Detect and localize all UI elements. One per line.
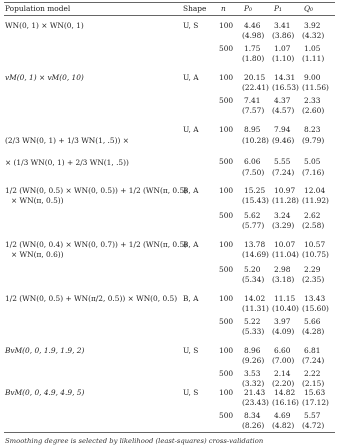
p1-se-cell: (7.24) (272, 168, 295, 177)
p0-se-cell: (7.57) (242, 106, 265, 115)
p0-se-cell: (1.80) (242, 54, 265, 63)
q0-cell: 5.57 (304, 411, 321, 420)
p0-cell: 6.06 (244, 157, 261, 166)
header-q0: Q₀ (304, 4, 314, 13)
table-footnote: Smoothing degree is selected by likelihood (least-squares) cross-validation (5, 437, 264, 445)
q0-cell: 3.92 (304, 21, 321, 30)
p1-se-cell: (4.82) (272, 421, 295, 430)
q0-se-cell: (2.58) (302, 221, 325, 230)
p0-se-cell: (7.50) (242, 168, 265, 177)
model-label-line1: 1/2 (WN(0, 0.5) × WN(0, 0.5)) + 1/2 (WN(π, 0.5) (5, 186, 188, 195)
p0-cell: 8.95 (244, 125, 261, 134)
n-cell: 100 (219, 21, 234, 30)
model-label-line2: × (1/3 WN(0, 1) + 2/3 WN(1, .5)) (5, 158, 129, 167)
bottom-rule (4, 432, 335, 433)
p0-cell: 5.22 (244, 317, 261, 326)
q0-cell: 1.05 (304, 44, 321, 53)
q0-cell: 5.66 (304, 317, 321, 326)
p1-se-cell: (16.16) (272, 398, 299, 407)
p1-cell: 6.60 (274, 346, 291, 355)
header-rule (4, 15, 335, 16)
p1-cell: 5.55 (274, 157, 291, 166)
q0-cell: 10.57 (304, 240, 326, 249)
shape-cell: U, A (183, 125, 199, 134)
p1-cell: 3.41 (274, 21, 291, 30)
p1-cell: 10.07 (274, 240, 296, 249)
p1-cell: 3.24 (274, 211, 291, 220)
shape-cell: B, A (183, 294, 199, 303)
p0-se-cell: (22.41) (242, 83, 269, 92)
p0-cell: 21.43 (244, 388, 266, 397)
q0-se-cell: (7.16) (302, 168, 325, 177)
shape-cell: B, A (183, 186, 199, 195)
p0-cell: 14.02 (244, 294, 266, 303)
n-cell: 500 (219, 96, 234, 105)
n-cell: 500 (219, 44, 234, 53)
q0-cell: 5.05 (304, 157, 321, 166)
p0-se-cell: (15.43) (242, 196, 269, 205)
q0-se-cell: (1.11) (302, 54, 325, 63)
model-label-line1: 1/2 (WN(0, 0.4) × WN(0, 0.7)) + 1/2 (WN(π, 0.5) (5, 240, 188, 249)
p1-se-cell: (4.57) (272, 106, 295, 115)
p0-cell: 15.25 (244, 186, 266, 195)
n-cell: 100 (219, 73, 234, 82)
model-label: WN(0, 1) × WN(0, 1) (5, 21, 84, 30)
n-cell: 100 (219, 125, 234, 134)
q0-se-cell: (9.79) (302, 136, 325, 145)
header-n: n (221, 4, 226, 13)
header-shape: Shape (183, 4, 207, 13)
q0-cell: 15.63 (304, 388, 326, 397)
model-label: vM(0, 1) × vM(0, 10) (5, 73, 84, 82)
p0-cell: 5.62 (244, 211, 261, 220)
q0-se-cell: (2.60) (302, 106, 325, 115)
q0-se-cell: (7.24) (302, 356, 325, 365)
p0-cell: 4.46 (244, 21, 261, 30)
p1-se-cell: (10.40) (272, 304, 299, 313)
q0-se-cell: (17.12) (302, 398, 329, 407)
q0-cell: 13.43 (304, 294, 326, 303)
p0-cell: 5.20 (244, 265, 261, 274)
model-label-line1: (2/3 WN(0, 1) + 1/3 WN(1, .5)) × (5, 136, 129, 145)
p0-se-cell: (11.31) (242, 304, 269, 313)
n-cell: 500 (219, 369, 234, 378)
p0-cell: 3.53 (244, 369, 261, 378)
p1-se-cell: (4.09) (272, 327, 295, 336)
model-label: 1/2 (WN(0, 0.5) + WN(π/2, 0.5)) × WN(0, 0.5) (5, 294, 178, 303)
p1-cell: 14.31 (274, 73, 296, 82)
header-p1: P₁ (274, 4, 282, 13)
shape-cell: U, S (183, 388, 199, 397)
q0-se-cell: (2.15) (302, 379, 325, 388)
p1-cell: 3.97 (274, 317, 291, 326)
p0-se-cell: (3.32) (242, 379, 265, 388)
q0-se-cell: (4.72) (302, 421, 325, 430)
p0-se-cell: (14.69) (242, 250, 269, 259)
q0-se-cell: (15.60) (302, 304, 329, 313)
n-cell: 500 (219, 157, 234, 166)
p0-se-cell: (10.28) (242, 136, 269, 145)
p0-cell: 20.15 (244, 73, 266, 82)
p0-se-cell: (5.33) (242, 327, 265, 336)
p1-cell: 2.98 (274, 265, 291, 274)
q0-cell: 9.00 (304, 73, 321, 82)
q0-se-cell: (10.75) (302, 250, 329, 259)
p1-se-cell: (11.28) (272, 196, 299, 205)
q0-cell: 8.23 (304, 125, 321, 134)
q0-se-cell: (11.56) (302, 83, 329, 92)
n-cell: 500 (219, 411, 234, 420)
top-rule (4, 2, 335, 3)
p0-se-cell: (9.26) (242, 356, 265, 365)
q0-cell: 2.22 (304, 369, 321, 378)
p0-se-cell: (4.98) (242, 31, 265, 40)
p0-se-cell: (5.77) (242, 221, 265, 230)
n-cell: 100 (219, 388, 234, 397)
p1-se-cell: (7.00) (272, 356, 295, 365)
n-cell: 100 (219, 346, 234, 355)
model-label-line2: × WN(π, 0.6)) (11, 250, 64, 259)
shape-cell: U, A (183, 73, 199, 82)
q0-cell: 6.81 (304, 346, 321, 355)
p1-cell: 2.14 (274, 369, 291, 378)
q0-se-cell: (2.35) (302, 275, 325, 284)
q0-cell: 2.29 (304, 265, 321, 274)
p1-se-cell: (3.29) (272, 221, 295, 230)
n-cell: 100 (219, 294, 234, 303)
p1-cell: 11.15 (274, 294, 296, 303)
model-label: BvM(0, 0, 4.9, 4.9, 5) (5, 388, 85, 397)
header-population-model: Population model (5, 4, 71, 13)
p1-cell: 7.94 (274, 125, 291, 134)
p0-se-cell: (23.43) (242, 398, 269, 407)
p0-se-cell: (5.34) (242, 275, 265, 284)
q0-cell: 2.33 (304, 96, 321, 105)
p0-cell: 8.34 (244, 411, 261, 420)
p1-se-cell: (3.18) (272, 275, 295, 284)
q0-se-cell: (4.32) (302, 31, 325, 40)
model-label: BvM(0, 0, 1.9, 1.9, 2) (5, 346, 85, 355)
shape-cell: U, S (183, 346, 199, 355)
p1-cell: 1.07 (274, 44, 291, 53)
n-cell: 500 (219, 265, 234, 274)
shape-cell: U, S (183, 21, 199, 30)
p1-cell: 14.82 (274, 388, 296, 397)
shape-cell: B, A (183, 240, 199, 249)
model-label-line2: × WN(π, 0.5)) (11, 196, 64, 205)
header-p0: P₀ (244, 4, 252, 13)
p0-cell: 7.41 (244, 96, 261, 105)
p0-se-cell: (8.26) (242, 421, 265, 430)
q0-cell: 12.04 (304, 186, 326, 195)
q0-se-cell: (4.28) (302, 327, 325, 336)
n-cell: 100 (219, 186, 234, 195)
p1-cell: 10.97 (274, 186, 296, 195)
p0-cell: 8.96 (244, 346, 261, 355)
n-cell: 100 (219, 240, 234, 249)
p1-cell: 4.69 (274, 411, 291, 420)
p1-se-cell: (2.20) (272, 379, 295, 388)
p1-cell: 4.37 (274, 96, 291, 105)
p1-se-cell: (3.86) (272, 31, 295, 40)
p1-se-cell: (9.46) (272, 136, 295, 145)
q0-se-cell: (11.92) (302, 196, 329, 205)
p0-cell: 13.78 (244, 240, 266, 249)
p1-se-cell: (11.04) (272, 250, 299, 259)
n-cell: 500 (219, 317, 234, 326)
p0-cell: 1.75 (244, 44, 261, 53)
p1-se-cell: (16.53) (272, 83, 299, 92)
q0-cell: 2.62 (304, 211, 321, 220)
n-cell: 500 (219, 211, 234, 220)
p1-se-cell: (1.10) (272, 54, 295, 63)
